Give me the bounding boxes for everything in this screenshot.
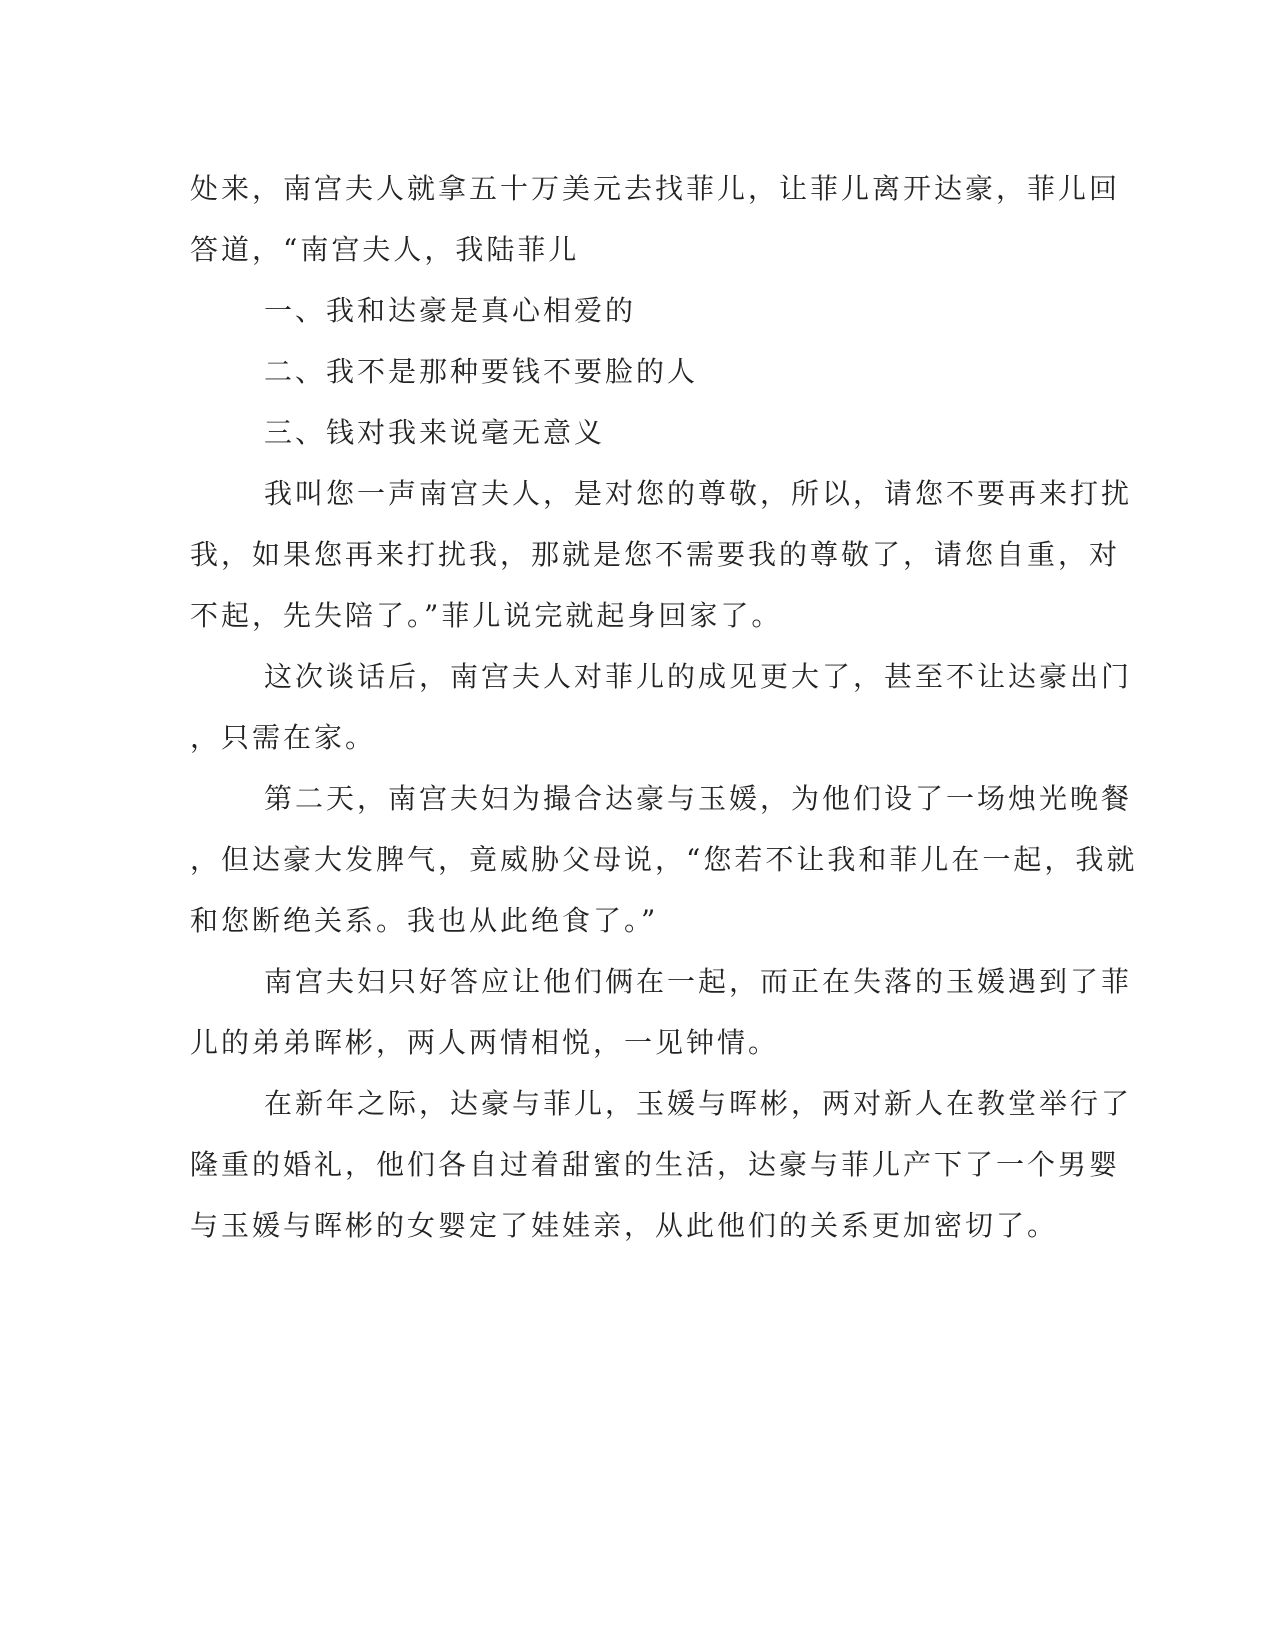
text-line-12: ，但达豪大发脾气，竟威胁父母说，“您若不让我和菲儿在一起，我就 xyxy=(190,843,1138,876)
text-line-14: 南宫夫妇只好答应让他们俩在一起，而正在失落的玉媛遇到了菲 xyxy=(264,965,1133,998)
text-line-3: 一、我和达豪是真心相爱的 xyxy=(264,294,637,327)
text-line-15: 儿的弟弟晖彬，两人两情相悦，一见钟情。 xyxy=(190,1026,780,1059)
text-line-13: 和您断绝关系。我也从此绝食了。” xyxy=(190,904,659,937)
text-line-5: 三、钱对我来说毫无意义 xyxy=(264,416,606,449)
text-line-16: 在新年之际，达豪与菲儿，玉媛与晖彬，两对新人在教堂举行了 xyxy=(264,1087,1133,1120)
text-line-1: 处来，南宫夫人就拿五十万美元去找菲儿，让菲儿离开达豪，菲儿回 xyxy=(190,172,1121,205)
text-line-9: 这次谈话后，南宫夫人对菲儿的成见更大了，甚至不让达豪出门 xyxy=(264,660,1133,693)
text-line-7: 我，如果您再来打扰我，那就是您不需要我的尊敬了，请您自重，对 xyxy=(190,538,1121,571)
text-line-2: 答道，“南宫夫人，我陆菲儿 xyxy=(190,233,580,266)
text-line-10: ，只需在家。 xyxy=(190,721,377,754)
text-line-4: 二、我不是那种要钱不要脸的人 xyxy=(264,355,699,388)
text-line-8: 不起，先失陪了。”菲儿说完就起身回家了。 xyxy=(190,599,783,632)
document-body xyxy=(190,158,1138,1256)
text-line-11: 第二天，南宫夫妇为撮合达豪与玉媛，为他们设了一场烛光晚餐 xyxy=(264,782,1133,815)
text-line-17: 隆重的婚礼，他们各自过着甜蜜的生活，达豪与菲儿产下了一个男婴 xyxy=(190,1148,1121,1181)
text-line-18: 与玉媛与晖彬的女婴定了娃娃亲，从此他们的关系更加密切了。 xyxy=(190,1209,1059,1242)
text-line-6: 我叫您一声南宫夫人，是对您的尊敬，所以，请您不要再来打扰 xyxy=(264,477,1133,510)
